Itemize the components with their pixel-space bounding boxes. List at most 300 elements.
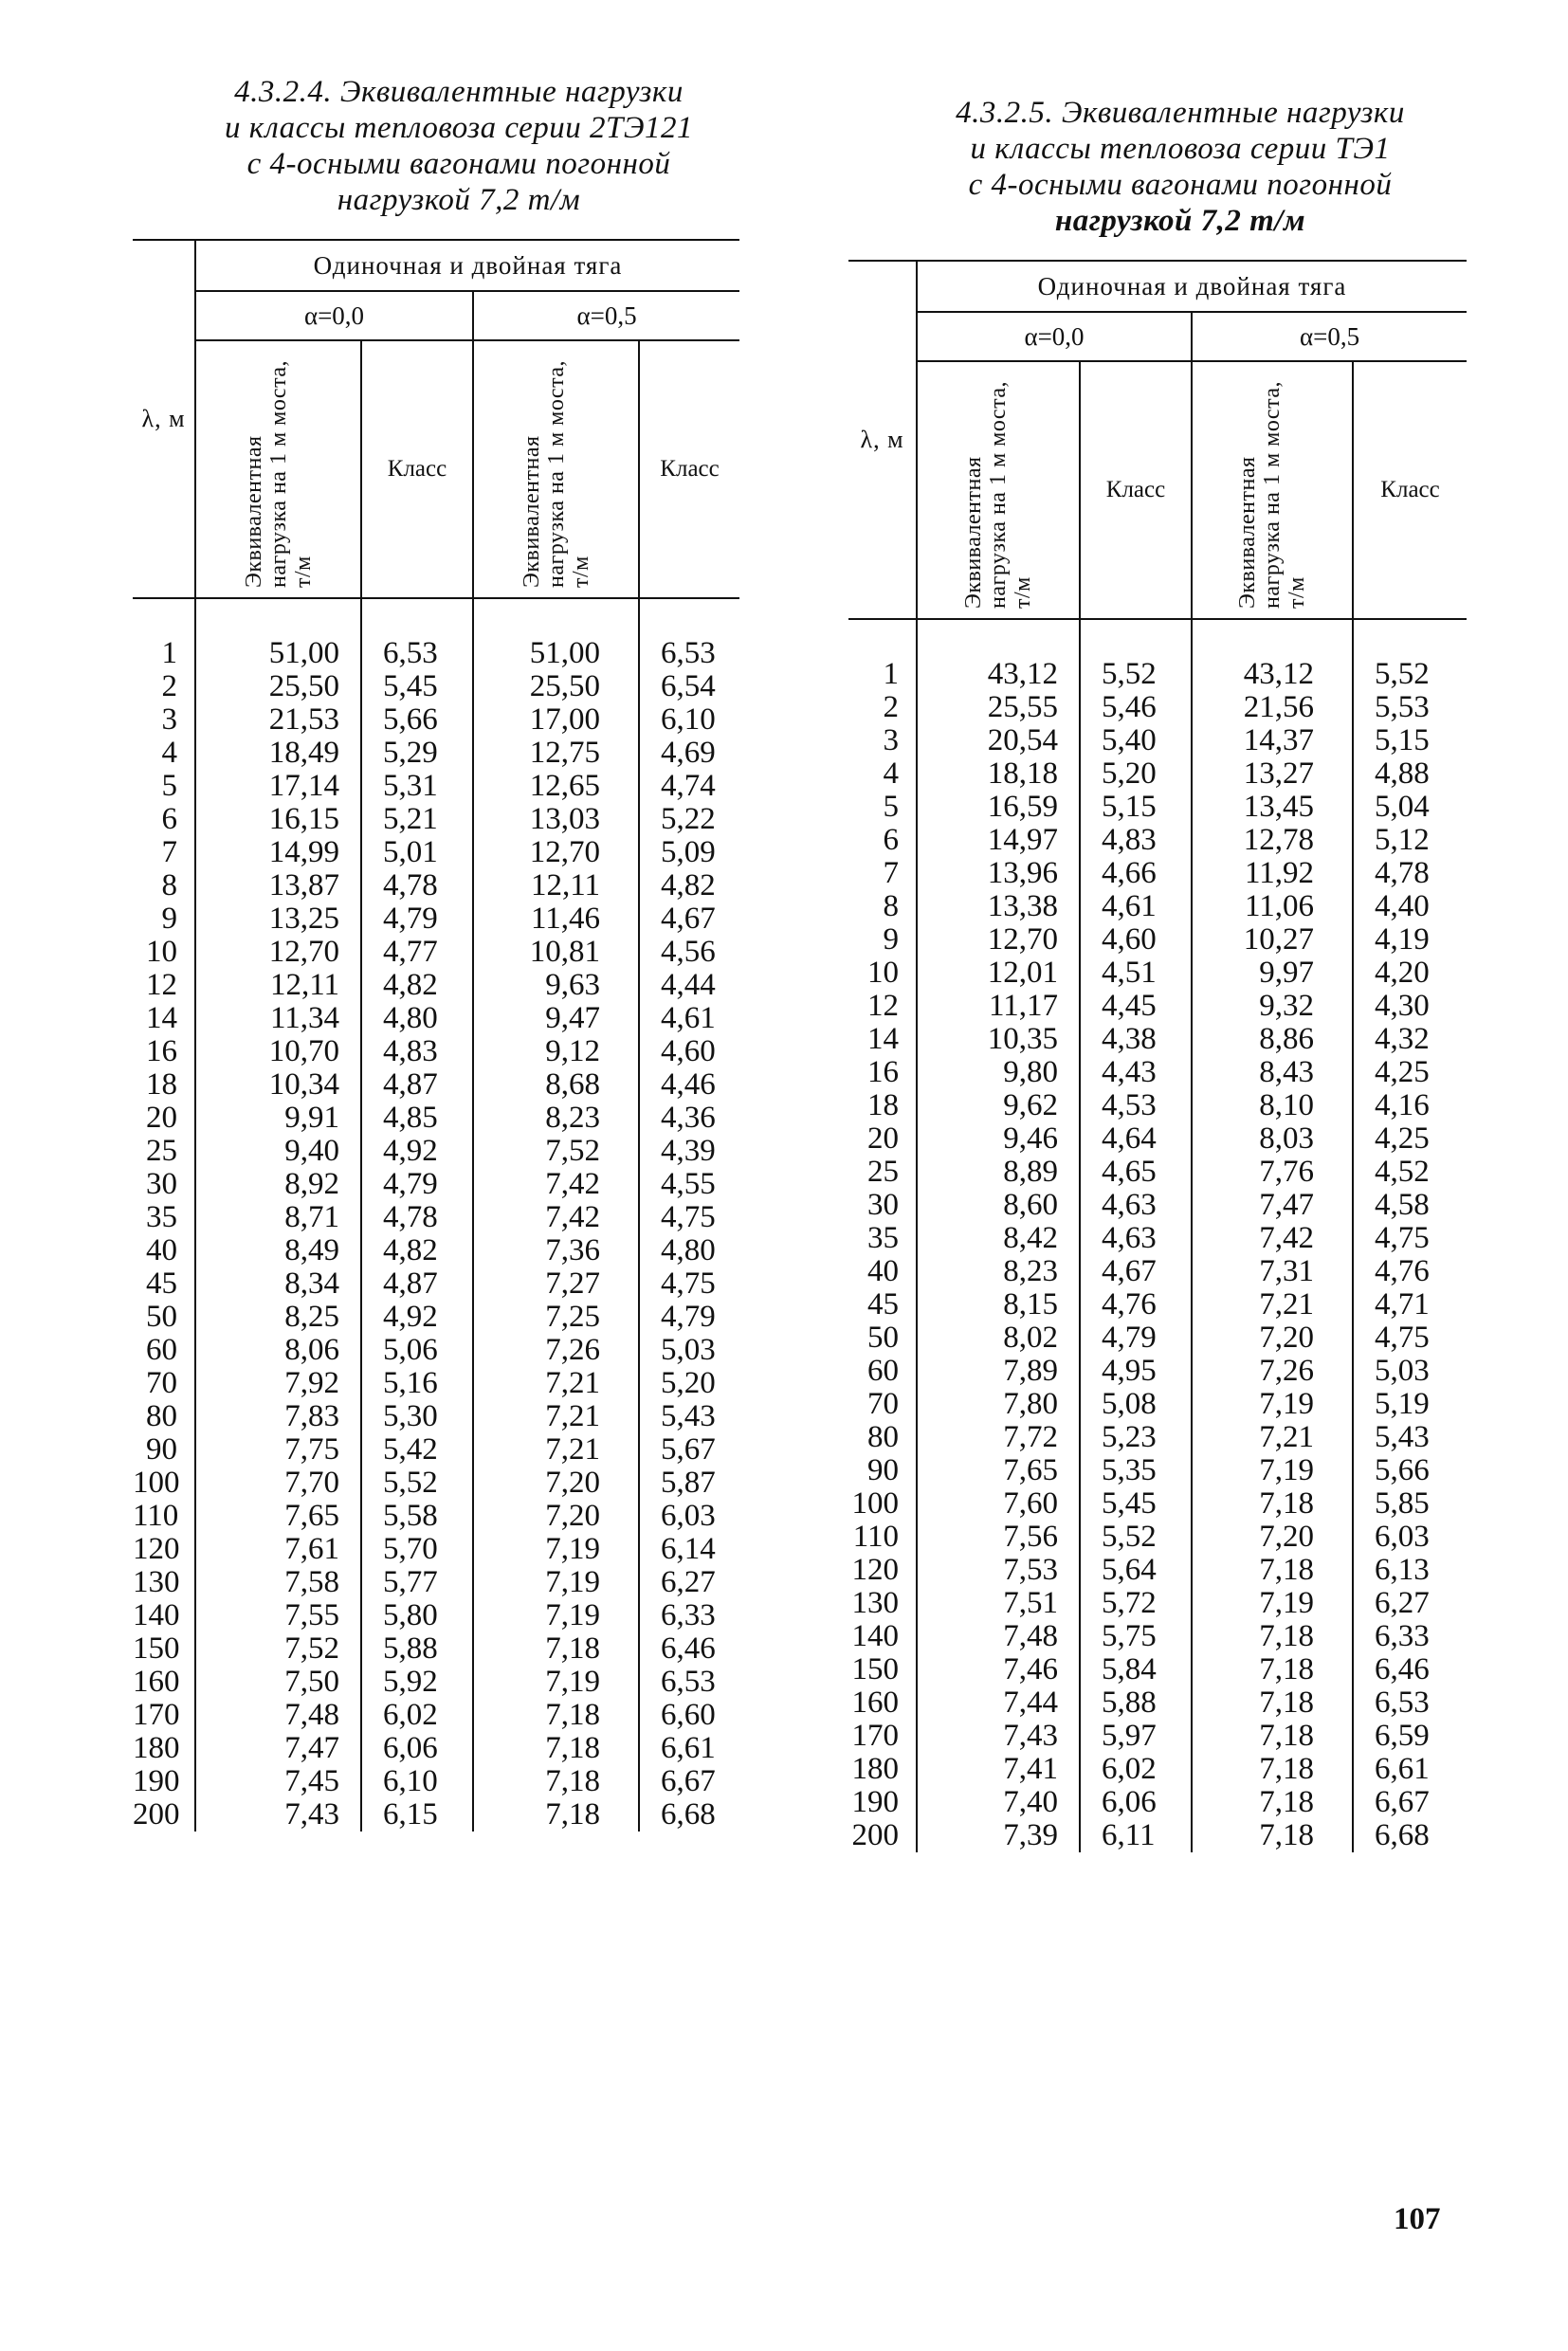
table-cell: 6,53 [1375,1686,1430,1720]
lambda-column [133,1666,195,1832]
table-cell: 6,53 [661,1665,716,1699]
caption-line: нагрузкой 7,2 т/м [1054,204,1306,238]
load-header: Эквивалентная нагрузка на 1 м моста, т/м [1192,361,1353,619]
row-group [133,1168,739,1334]
table-cell: 5,35 [1102,1453,1157,1487]
table-cell: 35 [867,1221,899,1255]
table-cell: 6,10 [661,702,716,737]
row-group [133,1666,739,1832]
table-cell: 5,15 [1375,723,1430,757]
class-alpha05-column [1353,1686,1467,1852]
table-cell: 5,66 [383,702,438,737]
row-group [848,1686,1467,1852]
table-cell: 8 [883,889,899,923]
table-cell: 6,61 [1375,1752,1430,1786]
table-cell: 4,36 [661,1101,716,1135]
table-cell: 30 [146,1167,177,1201]
row-group [133,598,739,803]
table-cell: 5,72 [1102,1586,1157,1620]
data-table [848,260,1467,1852]
load-alpha0-column [195,1168,361,1334]
table-cell: 20 [867,1121,899,1156]
table-cell: 140 [851,1619,899,1653]
table-cell: 5,43 [661,1399,716,1433]
table-cell: 50 [146,1300,177,1334]
lambda-column [848,1355,917,1521]
table-cell: 8,42 [1003,1221,1058,1255]
load-alpha0-column [917,1686,1080,1852]
table-cell: 50 [867,1321,899,1355]
table-cell: 5,06 [383,1333,438,1367]
table-cell: 16,15 [268,802,339,836]
table-cell: 6,02 [383,1698,438,1732]
caption-line: и классы тепловоза серии 2ТЭ121 [225,111,693,145]
table-cell: 80 [146,1399,177,1433]
class-alpha0-column [1080,824,1192,990]
table-cell: 4,79 [1102,1321,1157,1355]
table-cell: 5,46 [1102,690,1157,724]
table-cell: 70 [146,1366,177,1400]
class-alpha05-column [639,969,739,1168]
table-cell: 150 [133,1631,180,1666]
table-cell: 4,76 [1102,1287,1157,1321]
table-cell: 4,79 [383,902,438,936]
table-cell: 4,92 [383,1134,438,1168]
table-cell: 21,53 [268,702,339,737]
table-cell: 6,60 [661,1698,716,1732]
load-alpha0-column [195,1666,361,1832]
table-cell: 7,46 [1003,1652,1058,1686]
table-cell: 7,31 [1259,1254,1314,1288]
table-cell: 14,37 [1243,723,1314,757]
table-cell: 14,97 [987,823,1058,857]
table-cell: 5,03 [661,1333,716,1367]
load-alpha05-column [1192,1355,1353,1521]
table-cell: 12,70 [987,922,1058,957]
table-cell: 5,19 [1375,1387,1430,1421]
table-cell: 7,47 [1259,1188,1314,1222]
table-cell: 4,53 [1102,1088,1157,1122]
table-cell: 7,52 [284,1631,339,1666]
class-alpha0-column [1080,990,1192,1189]
table-cell: 6,54 [661,669,716,703]
table-cell: 7,18 [545,1797,600,1832]
class-alpha0-column [361,598,473,803]
table-cell: 5,30 [383,1399,438,1433]
table-cell: 200 [851,1818,899,1852]
table-cell: 5,87 [661,1466,716,1500]
table-cell: 7,18 [545,1631,600,1666]
table-cell: 4,61 [1102,889,1157,923]
table-cell: 16 [146,1034,177,1068]
load-alpha05-column [473,598,639,803]
table-cell: 10,70 [268,1034,339,1068]
table-cell: 7,70 [284,1466,339,1500]
table-cell: 8,60 [1003,1188,1058,1222]
lambda-column [848,1686,917,1852]
table-cell: 8 [161,868,177,902]
class-alpha05-column [639,803,739,969]
table-cell: 190 [133,1764,180,1798]
table-cell: 1 [161,636,177,670]
lambda-header: λ, м [848,261,917,619]
table-cell: 40 [867,1254,899,1288]
table-cell: 200 [133,1797,180,1832]
table-cell: 43,12 [1243,657,1314,691]
table-cell: 9 [883,922,899,957]
table-cell: 8,02 [1003,1321,1058,1355]
table-cell: 9,63 [545,968,600,1002]
table-cell: 160 [851,1686,899,1720]
table-cell: 4,46 [661,1067,716,1102]
table-cell: 4,82 [661,868,716,902]
table-cell: 7,26 [1259,1354,1314,1388]
table-cell: 5,92 [383,1665,438,1699]
class-alpha0-column [1080,1521,1192,1686]
table-cell: 12,11 [530,868,600,902]
class-alpha05-column [1353,990,1467,1189]
table-cell: 4,44 [661,968,716,1002]
class-alpha0-column [1080,619,1192,824]
load-header: Эквивалентная нагрузка на 1 м моста, т/м [473,340,639,598]
table-cell: 6,46 [661,1631,716,1666]
alpha05-header: α=0,5 [1192,312,1467,361]
table-cell: 7,18 [1259,1652,1314,1686]
table-cell: 4,43 [1102,1055,1157,1089]
load-alpha05-column [1192,824,1353,990]
class-alpha05-column [1353,1521,1467,1686]
table-cell: 9 [161,902,177,936]
table-cell: 5,43 [1375,1420,1430,1454]
table-cell: 4,92 [383,1300,438,1334]
table-cell: 6,67 [661,1764,716,1798]
table-cell: 7,18 [545,1731,600,1765]
table-cell: 5,80 [383,1598,438,1632]
load-alpha0-column [917,990,1080,1189]
table-cell: 7,40 [1003,1785,1058,1819]
load-alpha05-column [473,1666,639,1832]
table-cell: 10,81 [529,935,600,969]
table-cell: 5,16 [383,1366,438,1400]
table-cell: 7,27 [545,1267,600,1301]
table-cell: 5,88 [383,1631,438,1666]
table-cell: 4,95 [1102,1354,1157,1388]
table-cell: 25,55 [987,690,1058,724]
table-cell: 7,26 [545,1333,600,1367]
table-cell: 4,16 [1375,1088,1430,1122]
table-cell: 9,12 [545,1034,600,1068]
table-cell: 5,66 [1375,1453,1430,1487]
table-cell: 7,18 [1259,1553,1314,1587]
table-cell: 6,53 [661,636,716,670]
table-cell: 5,23 [1102,1420,1157,1454]
table-cell: 25 [867,1155,899,1189]
lambda-column [133,803,195,969]
table-cell: 13,25 [268,902,339,936]
table-cell: 190 [851,1785,899,1819]
table-cell: 11,92 [1244,856,1314,890]
class-alpha05-column [1353,824,1467,990]
table-cell: 4,52 [1375,1155,1430,1189]
table-cell: 25 [146,1134,177,1168]
table-cell: 7 [883,856,899,890]
load-alpha0-column [195,598,361,803]
class-alpha05-column [639,1334,739,1500]
load-alpha0-column [917,1521,1080,1686]
caption-line: нагрузкой 7,2 т/м [337,183,581,217]
table-cell: 7,61 [284,1532,339,1566]
table-cell: 7,42 [545,1200,600,1234]
table-cell: 8,15 [1003,1287,1058,1321]
class-header: Класс [639,340,739,598]
table-cell: 13,87 [268,868,339,902]
table-cell: 7,20 [1259,1520,1314,1554]
table-cell: 12 [146,968,177,1002]
table-cell: 4,78 [383,1200,438,1234]
table-cell: 20,54 [987,723,1058,757]
table-cell: 4,56 [661,935,716,969]
table-cell: 4,60 [661,1034,716,1068]
table-cell: 7,21 [545,1366,600,1400]
table-cell: 7,39 [1003,1818,1058,1852]
table-cell: 17,00 [529,702,600,737]
table-cell: 150 [851,1652,899,1686]
table-cell: 6,68 [1375,1818,1430,1852]
class-alpha05-column [1353,619,1467,824]
table-cell: 7,19 [545,1532,600,1566]
table-cell: 7,18 [545,1764,600,1798]
table-cell: 7,21 [545,1432,600,1467]
table-cell: 5,45 [383,669,438,703]
table-cell: 11,17 [988,989,1058,1023]
table-cell: 4,61 [661,1001,716,1035]
table-cell: 4,30 [1375,989,1430,1023]
table-cell: 4,63 [1102,1221,1157,1255]
table-cell: 4,85 [383,1101,438,1135]
table-cell: 45 [146,1267,177,1301]
table-cell: 9,40 [284,1134,339,1168]
table-cell: 1 [883,657,899,691]
table-cell: 110 [852,1520,899,1554]
load-alpha0-column [917,619,1080,824]
table-cell: 11,46 [530,902,600,936]
table-cell: 45 [867,1287,899,1321]
load-alpha0-column [917,824,1080,990]
table-cell: 40 [146,1233,177,1267]
table-cell: 7,18 [1259,1619,1314,1653]
caption-line: и классы тепловоза серии ТЭ1 [970,132,1391,166]
load-header: Эквивалентная нагрузка на 1 м моста, т/м [917,361,1080,619]
class-alpha05-column [1353,1355,1467,1521]
load-alpha0-column [917,1355,1080,1521]
class-alpha0-column [361,1500,473,1666]
table-cell: 7,42 [545,1167,600,1201]
table-cell: 6,06 [383,1731,438,1765]
table-cell: 8,06 [284,1333,339,1367]
load-alpha0-column [195,803,361,969]
table-cell: 5,20 [1102,756,1157,791]
table-cell: 8,43 [1259,1055,1314,1089]
row-group [848,1189,1467,1355]
table-cell: 4,60 [1102,922,1157,957]
table-cell: 18,49 [268,736,339,770]
table-cell: 130 [851,1586,899,1620]
table-cell: 7,19 [545,1665,600,1699]
alpha05-header: α=0,5 [473,291,739,340]
table-cell: 7,36 [545,1233,600,1267]
class-alpha05-column [1353,1189,1467,1355]
table-cell: 6,61 [661,1731,716,1765]
lambda-column [848,1189,917,1355]
table-cell: 7,55 [284,1598,339,1632]
table-cell: 4 [883,756,899,791]
class-alpha05-column [639,1500,739,1666]
table-cell: 4,39 [661,1134,716,1168]
table-cell: 4,63 [1102,1188,1157,1222]
table-cell: 8,49 [284,1233,339,1267]
table-cell: 7,25 [545,1300,600,1334]
table-cell: 9,46 [1003,1121,1058,1156]
load-alpha05-column [1192,990,1353,1189]
table-cell: 7,20 [545,1499,600,1533]
table-cell: 140 [133,1598,180,1632]
table-cell: 5,21 [383,802,438,836]
table-cell: 4,71 [1375,1287,1430,1321]
table-cell: 7,45 [284,1764,339,1798]
table-cell: 5,45 [1102,1486,1157,1521]
table-cell: 5,64 [1102,1553,1157,1587]
table-cell: 170 [133,1698,180,1732]
table-cell: 5,29 [383,736,438,770]
table-cell: 4,78 [383,868,438,902]
table-cell: 8,03 [1259,1121,1314,1156]
lambda-column [133,1500,195,1666]
table-cell: 7,19 [545,1598,600,1632]
table-cell: 8,23 [545,1101,600,1135]
table-cell: 5,84 [1102,1652,1157,1686]
table-cell: 7,43 [284,1797,339,1832]
table-cell: 4,75 [1375,1221,1430,1255]
table-cell: 10,34 [268,1067,339,1102]
table-cell: 4,45 [1102,989,1157,1023]
load-alpha0-column [195,969,361,1168]
table-cell: 7,89 [1003,1354,1058,1388]
table-cell: 7,21 [545,1399,600,1433]
table-cell: 4,75 [661,1267,716,1301]
table-cell: 4,79 [383,1167,438,1201]
class-alpha0-column [1080,1355,1192,1521]
table-cell: 4,58 [1375,1188,1430,1222]
table-cell: 5,12 [1375,823,1430,857]
table-cell: 7,18 [1259,1752,1314,1786]
table-cell: 6,03 [661,1499,716,1533]
table-cell: 4 [161,736,177,770]
table-cell: 5,67 [661,1432,716,1467]
table-cell: 6,15 [383,1797,438,1832]
table-cell: 18 [146,1067,177,1102]
table-cell: 7,18 [1259,1818,1314,1852]
table-cell: 5,52 [1375,657,1430,691]
table-cell: 6,02 [1102,1752,1157,1786]
table-cell: 10 [146,935,177,969]
table-cell: 7,48 [284,1698,339,1732]
class-header: Класс [1353,361,1467,619]
lambda-column [133,1334,195,1500]
table-cell: 12 [867,989,899,1023]
table-cell: 7,72 [1003,1420,1058,1454]
table-cell: 6,14 [661,1532,716,1566]
table-cell: 17,14 [268,769,339,803]
table-cell: 90 [867,1453,899,1487]
table-cell: 4,82 [383,968,438,1002]
table-cell: 12,70 [529,835,600,869]
lambda-header: λ, м [133,240,195,598]
caption-line: 4.3.2.5. Эквивалентные нагрузки [956,96,1405,130]
caption-line: с 4-осными вагонами погонной [246,147,671,181]
table-cell: 6,33 [661,1598,716,1632]
table-cell: 5,01 [383,835,438,869]
table-cell: 4,19 [1375,922,1430,957]
table-cell: 7,53 [1003,1553,1058,1587]
table-cell: 5,53 [1375,690,1430,724]
table-cell: 5,15 [1102,790,1157,824]
table-cell: 7,52 [545,1134,600,1168]
data-table [133,239,739,1832]
table-cell: 12,70 [268,935,339,969]
table-cell: 7,75 [284,1432,339,1467]
table-cell: 7,83 [284,1399,339,1433]
table-cell: 51,00 [268,636,339,670]
table-cell: 18 [867,1088,899,1122]
table-cell: 160 [133,1665,180,1699]
table-cell: 7,19 [545,1565,600,1599]
page-number: 107 [1394,2202,1441,2236]
row-group [848,990,1467,1189]
table-cell: 6,27 [661,1565,716,1599]
table-cell: 5,08 [1102,1387,1157,1421]
class-header: Класс [361,340,473,598]
table-cell: 4,20 [1375,956,1430,990]
table-cell: 6,13 [1375,1553,1430,1587]
table-cell: 8,68 [545,1067,600,1102]
table-cell: 5,52 [1102,657,1157,691]
table-cell: 6,11 [1102,1818,1156,1852]
table-cell: 6,33 [1375,1619,1430,1653]
load-alpha05-column [1192,1189,1353,1355]
row-group [133,969,739,1168]
table-cell: 110 [133,1499,179,1533]
table-cell: 6 [883,823,899,857]
load-alpha05-column [473,1334,639,1500]
load-alpha05-column [473,803,639,969]
table-cell: 8,92 [284,1167,339,1201]
row-group [848,1355,1467,1521]
table-4-3-2-4 [133,74,739,1832]
class-header: Класс [1080,361,1192,619]
table-cell: 51,00 [529,636,600,670]
table-cell: 5,85 [1375,1486,1430,1521]
table-cell: 7,80 [1003,1387,1058,1421]
table-cell: 70 [867,1387,899,1421]
table-cell: 9,32 [1259,989,1314,1023]
table-cell: 7,20 [545,1466,600,1500]
table-cell: 12,01 [987,956,1058,990]
lambda-column [848,990,917,1189]
lambda-column [848,1521,917,1686]
alpha0-header: α=0,0 [195,291,473,340]
row-group [848,619,1467,824]
table-cell: 9,80 [1003,1055,1058,1089]
